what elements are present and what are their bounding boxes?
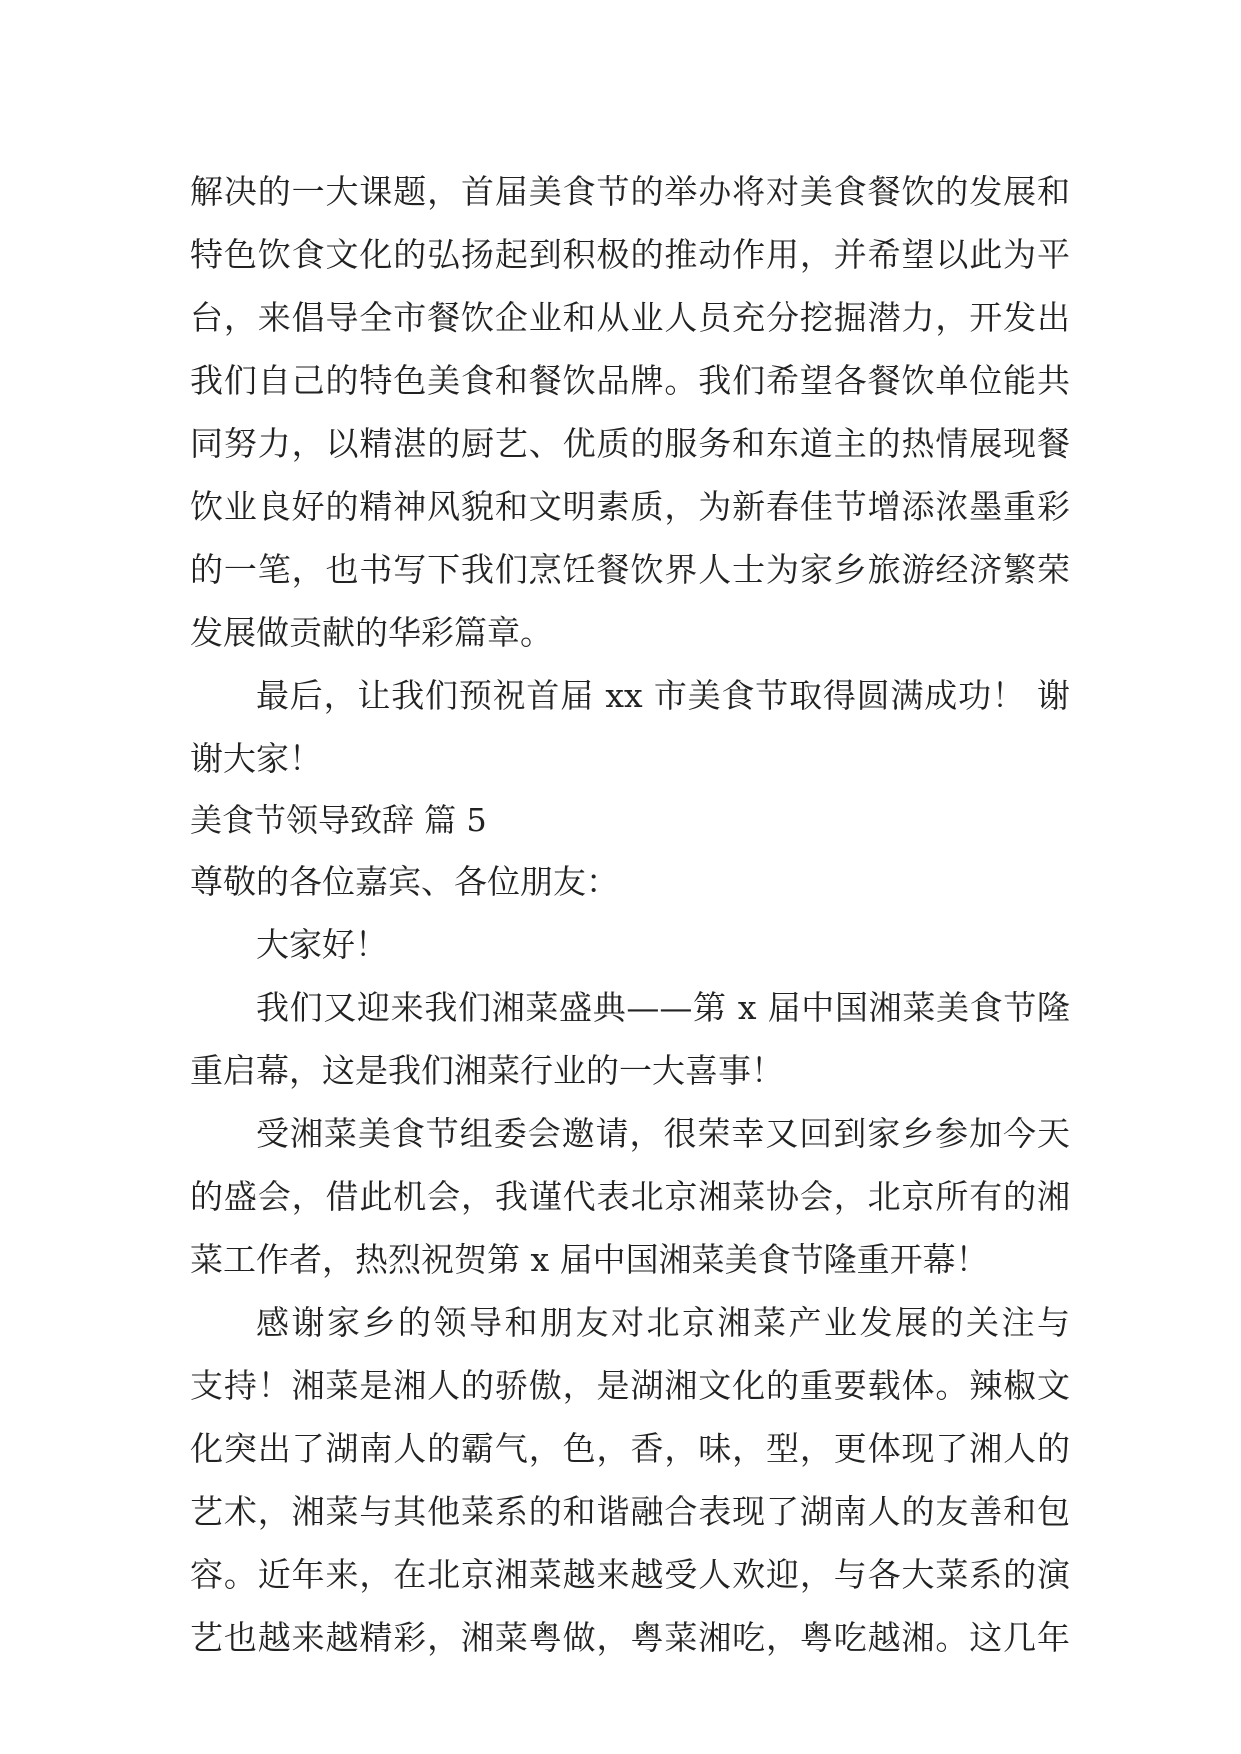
body-line: 饮业良好的精神风貌和文明素质，为新春佳节增添浓墨重彩 [190,487,1070,526]
body-line: 发展做贡献的华彩篇章。 [190,613,553,652]
body-line: 同努力，以精湛的厨艺、优质的服务和东道主的热情展现餐 [190,424,1070,463]
paragraph-line: 艺术，湘菜与其他菜系的和谐融合表现了湖南人的友善和包 [190,1492,1070,1531]
document-body [190,160,1070,1669]
paragraph-line: 感谢家乡的领导和朋友对北京湘菜产业发展的关注与 [256,1303,1070,1342]
paragraph-line: 重启幕，这是我们湘菜行业的一大喜事！ [190,1051,784,1090]
paragraph-line: 化突出了湖南人的霸气，色，香，味，型，更体现了湘人的 [190,1429,1070,1468]
paragraph-line: 我们又迎来我们湘菜盛典——第 x 届中国湘菜美食节隆 [256,988,1070,1027]
body-line: 的一笔，也书写下我们烹饪餐饮界人士为家乡旅游经济繁荣 [190,550,1070,589]
body-line: 特色饮食文化的弘扬起到积极的推动作用，并希望以此为平 [190,235,1070,274]
closing-line: 谢大家！ [190,739,322,778]
paragraph-line: 菜工作者，热烈祝贺第 x 届中国湘菜美食节隆重开幕！ [190,1240,989,1279]
closing-line: 最后，让我们预祝首届 xx 市美食节取得圆满成功！ 谢 [256,676,1070,715]
body-line: 台，来倡导全市餐饮企业和从业人员充分挖掘潜力，开发出 [190,298,1070,337]
body-line: 解决的一大课题，首届美食节的举办将对美食餐饮的发展和 [190,172,1070,211]
paragraph-line: 支持！湘菜是湘人的骄傲，是湖湘文化的重要载体。辣椒文 [190,1366,1070,1405]
section-heading: 美食节领导致辞 篇 5 [190,801,487,839]
greeting: 大家好！ [256,925,388,964]
body-line: 我们自己的特色美食和餐饮品牌。我们希望各餐饮单位能共 [190,361,1070,400]
paragraph-line: 容。近年来，在北京湘菜越来越受人欢迎，与各大菜系的演 [190,1555,1070,1594]
paragraph-line: 的盛会，借此机会，我谨代表北京湘菜协会，北京所有的湘 [190,1177,1070,1216]
paragraph-line: 艺也越来越精彩，湘菜粤做，粤菜湘吃，粤吃越湘。这几年 [190,1618,1070,1657]
salutation: 尊敬的各位嘉宾、各位朋友： [190,862,619,901]
paragraph-line: 受湘菜美食节组委会邀请，很荣幸又回到家乡参加今天 [256,1114,1070,1153]
